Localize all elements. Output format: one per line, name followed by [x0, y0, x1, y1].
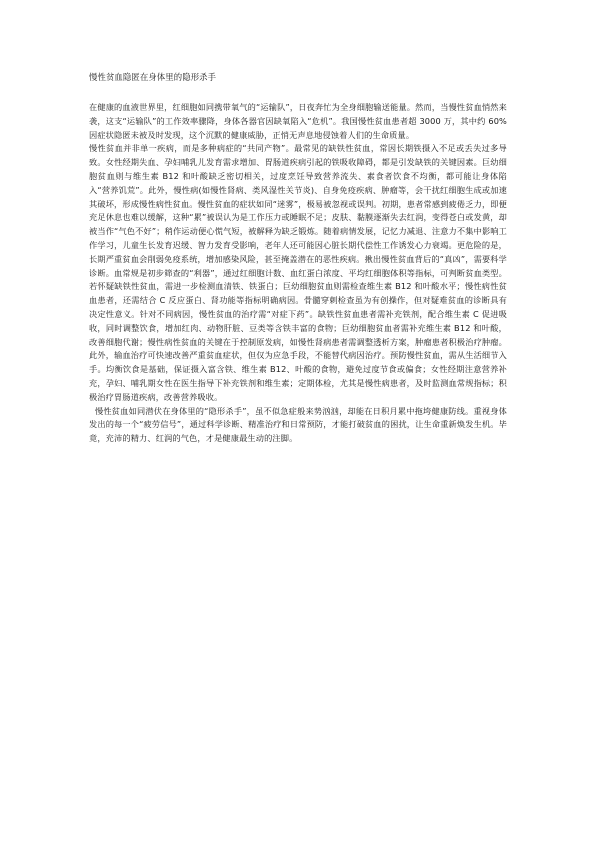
paragraph-main: 慢性贫血并非单一疾病，而是多种病症的“共同产物”。最常见的缺铁性贫血，常因长期铁摄入不足或丢失过多导致。女性经期失血、孕妇哺乳儿发育需求增加、胃肠道疾病引起的铁吸收障碍，都是引发缺铁的关键因素。巨幼细胞贫血则与维生素 B12 和叶酸缺乏密切相关，过度烹饪导致营养流失、素食者饮食不均衡，都可能让身体陷入“营养饥荒”。此外，慢性病(如慢性肾病、类风湿性关节炎)、自身免疫疾病、肿瘤等，会干扰红细胞生成或加速其破坏，形成慢性病性贫血。慢性贫血的症状如同“迷雾”，极易被忽视或误判。初期，患者常感到疲倦乏力，即便充足休息也难以缓解，这种“累”被误认为是工作压力或睡眠不足；皮肤、黏膜逐渐失去红润，变得苍白或发黄，却被当作“气色不好”；稍作运动便心慌气短，被解释为缺乏锻炼。随着病情发展，记忆力减退、注意力不集中影响工作学习，儿童生长发育迟缓、智力发育受影响，老年人还可能因心脏长期代偿性工作诱发心力衰竭。更危险的是，长期严重贫血会削弱免疫系统，增加感染风险，甚至掩盖潜在的恶性疾病。揪出慢性贫血背后的“真凶”，需要科学诊断。血常规是初步筛查的“利器”，通过红细胞计数、血红蛋白浓度、平均红细胞体积等指标，可判断贫血类型。若怀疑缺铁性贫血，需进一步检测血清铁、铁蛋白；巨幼细胞贫血则需检查维生素 B12 和叶酸水平；慢性病性贫血患者，还需结合 C 反应蛋白、肾功能等指标明确病因。骨髓穿刺检查虽为有创操作，但对疑难贫血的诊断具有决定性意义。针对不同病因，慢性贫血的治疗需“对症下药”。缺铁性贫血患者需补充铁剂，配合维生素 C 促进吸收，同时调整饮食，增加红肉、动物肝脏、豆类等含铁丰富的食物；巨幼细胞贫血者需补充维生素 B12 和叶酸，改善细胞代谢；慢性病性贫血的关键在于控制原发病，如慢性肾病患者需调整透析方案，肿瘤患者积极治疗肿瘤。此外，输血治疗可快速改善严重贫血症状，但仅为应急手段，不能替代病因治疗。预防慢性贫血，需从生活细节入手。均衡饮食是基础，保证摄入富含铁、维生素 B12、叶酸的食物，避免过度节食或偏食；女性经期注意营养补充，孕妇、哺乳期女性在医生指导下补充铁剂和维生素；定期体检，尤其是慢性病患者，及时监测血常规指标；积极治疗胃肠道疾病，改善营养吸收。 — [89, 143, 507, 402]
paragraph-intro: 在健康的血液世界里，红细胞如同携带氧气的“运输队”，日夜奔忙为全身细胞输送能量。然而，当慢性贫血悄然来袭，这支“运输队”的工作效率骤降，身体各器官因缺氧陷入“危机”。我国慢性贫血患者超 3000 万，其中约 60%因症状隐匿未被及时发现，这个沉默的健康威胁，正悄无声息地侵蚀着人们的生命质量。 — [89, 102, 507, 140]
document-body — [89, 101, 507, 446]
document-title: 慢性贫血隐匿在身体里的隐形杀手 — [89, 72, 217, 82]
paragraph-conclusion: 慢性贫血如同潜伏在身体里的“隐形杀手”，虽不似急症般来势汹汹，却能在日积月累中拖垮健康防线。重视身体发出的每一个“疲劳信号”，通过科学诊断、精准治疗和日常预防，才能打破贫血的困扰，让生命重新焕发生机。毕竟，充沛的精力、红润的气色，才是健康最生动的注脚。 — [89, 405, 507, 444]
